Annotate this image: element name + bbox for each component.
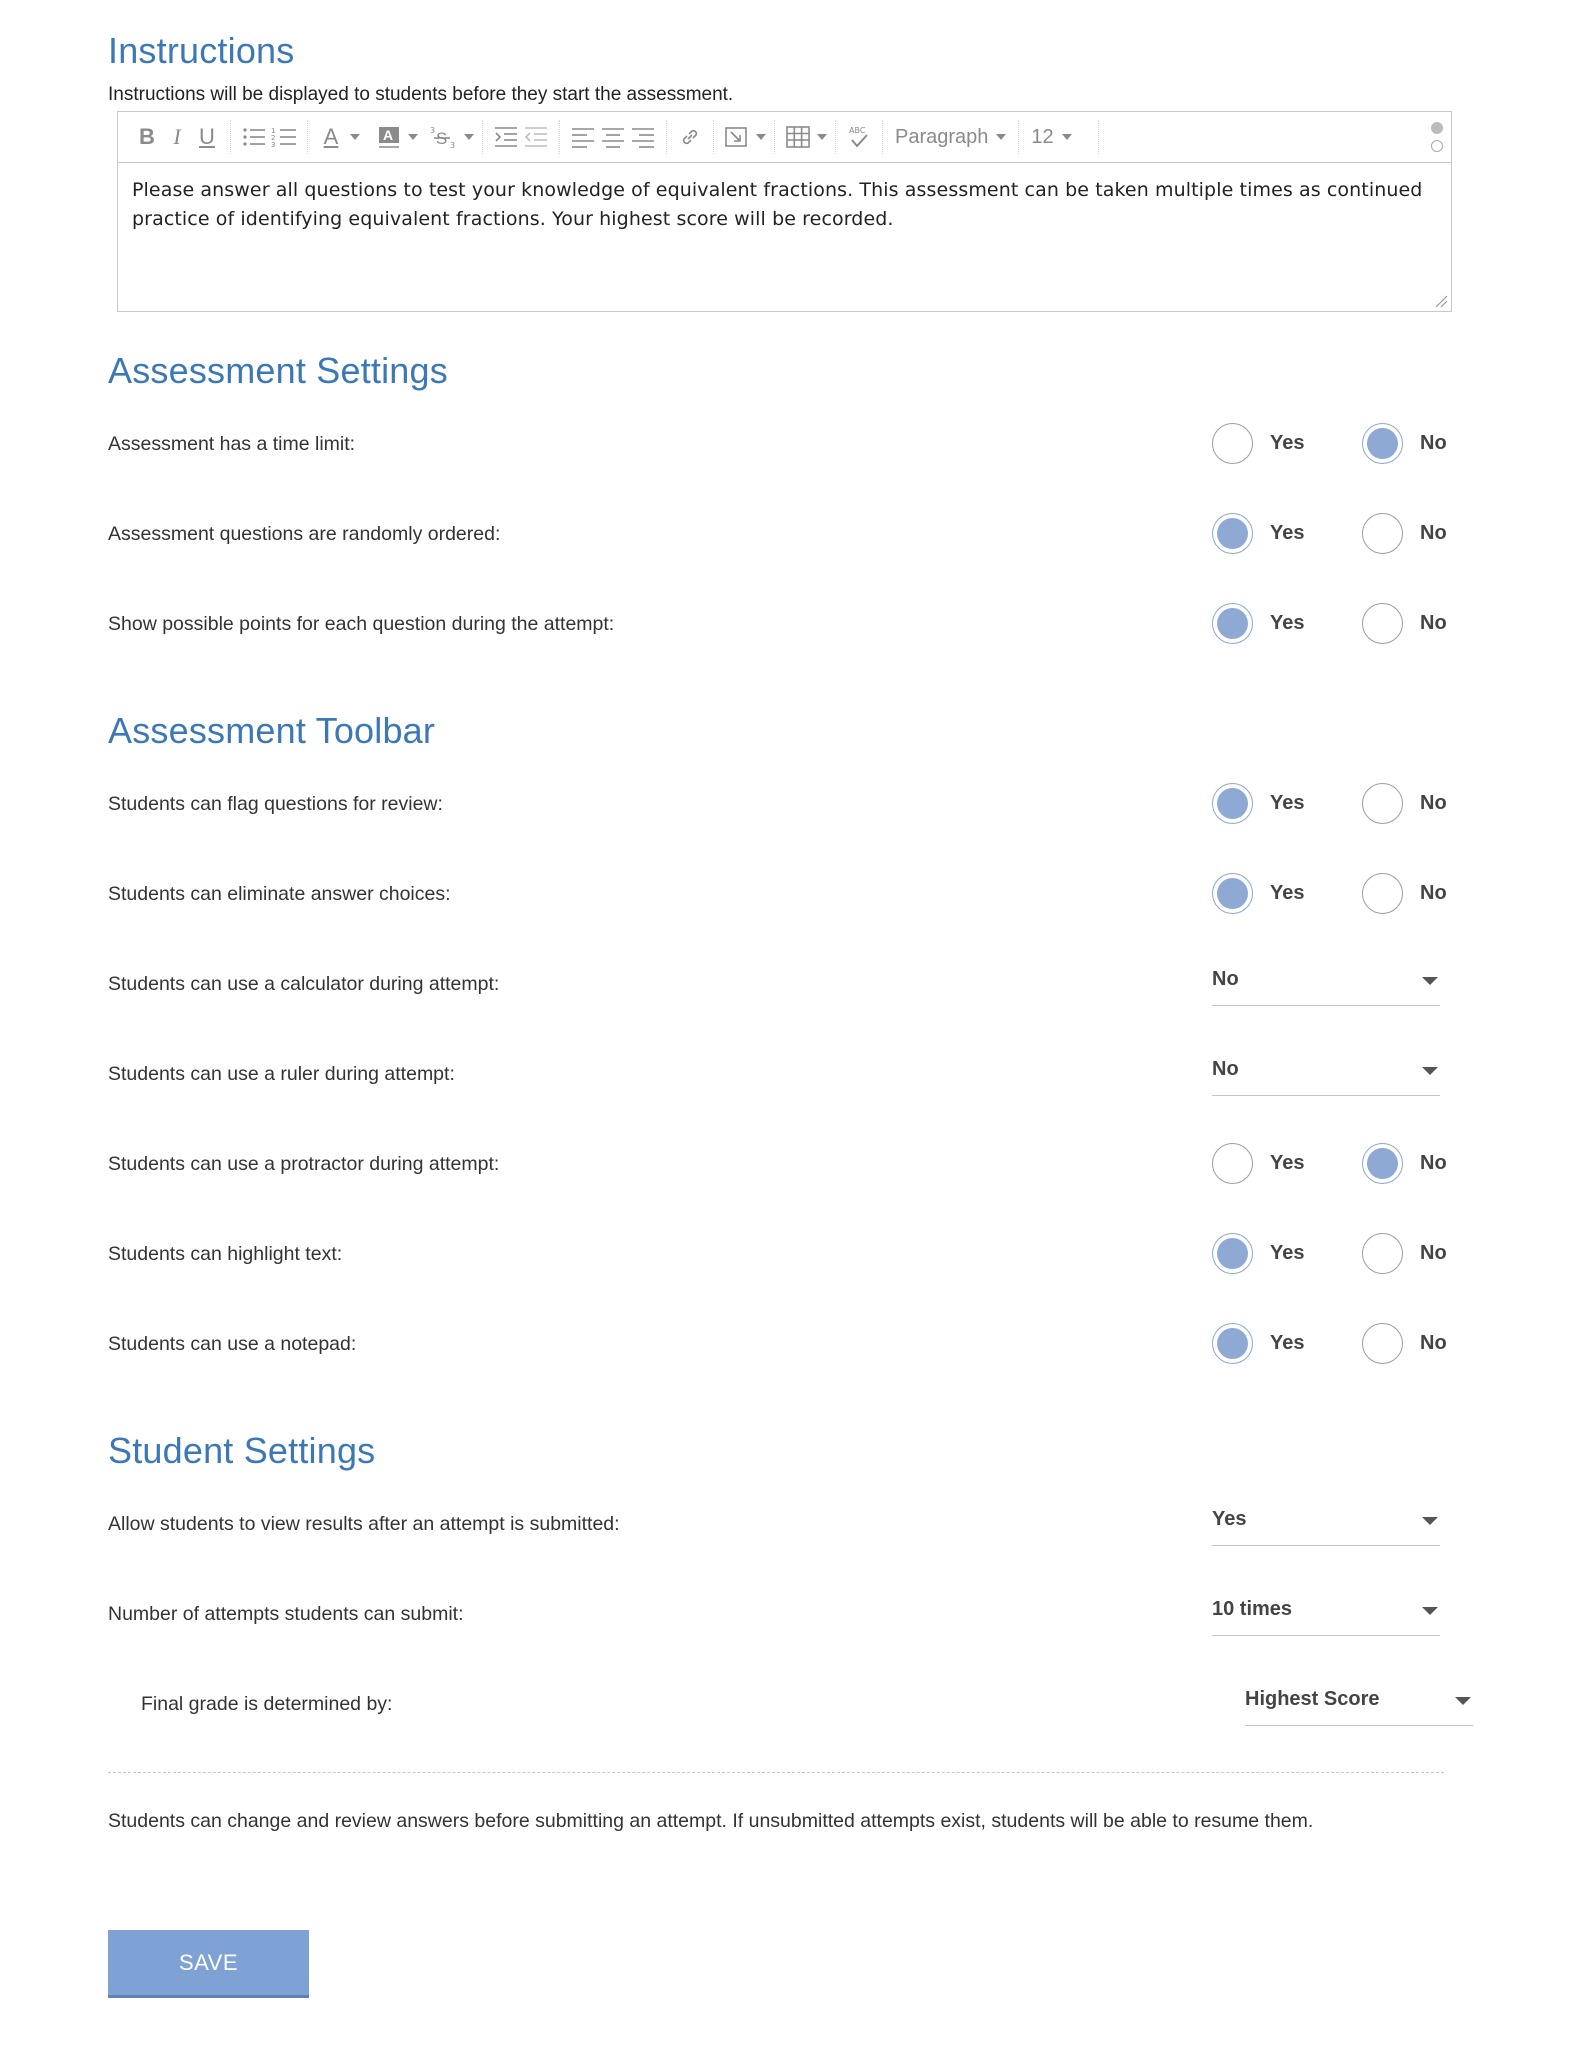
highlight-color-icon[interactable] bbox=[374, 122, 404, 152]
no-label: No bbox=[1420, 792, 1447, 814]
time-limit-label: Assessment has a time limit: bbox=[108, 433, 356, 455]
calculator-select[interactable] bbox=[1212, 968, 1440, 1006]
eliminate-choices-yes-radio[interactable] bbox=[1212, 873, 1253, 914]
eliminate-choices-no-radio[interactable] bbox=[1362, 873, 1403, 914]
font-size-select[interactable]: 12 bbox=[1027, 126, 1075, 149]
random-order-label: Assessment questions are randomly ordered: bbox=[108, 523, 501, 545]
highlight-color-dropdown-icon[interactable] bbox=[408, 134, 418, 140]
yes-label: Yes bbox=[1270, 882, 1305, 904]
more-options-icon[interactable] bbox=[1431, 122, 1443, 152]
highlight-text-no-radio[interactable] bbox=[1362, 1233, 1403, 1274]
paragraph-format-select[interactable]: Paragraph bbox=[891, 126, 1010, 149]
notepad-no-radio[interactable] bbox=[1362, 1323, 1403, 1364]
yes-label: Yes bbox=[1270, 792, 1305, 814]
strikethrough-icon[interactable] bbox=[430, 122, 460, 152]
numbered-list-icon[interactable] bbox=[269, 122, 299, 152]
eliminate-choices-radio-group bbox=[1212, 873, 1447, 914]
no-label: No bbox=[1420, 432, 1447, 454]
flag-questions-yes-radio[interactable] bbox=[1212, 783, 1253, 824]
view-results-label: Allow students to view results after an attempt is submitted: bbox=[108, 1513, 620, 1535]
flag-questions-label: Students can flag questions for review: bbox=[108, 793, 443, 815]
editor-toolbar bbox=[118, 112, 1451, 163]
insert-media-icon[interactable] bbox=[722, 122, 752, 152]
svg-text:S: S bbox=[436, 129, 448, 148]
no-label: No bbox=[1420, 1152, 1447, 1174]
outdent-icon[interactable] bbox=[521, 122, 551, 152]
protractor-no-radio[interactable] bbox=[1362, 1143, 1403, 1184]
random-order-yes-radio[interactable] bbox=[1212, 513, 1253, 554]
table-icon[interactable] bbox=[783, 122, 813, 152]
yes-label: Yes bbox=[1270, 522, 1305, 544]
spellcheck-icon[interactable] bbox=[844, 122, 874, 152]
chevron-down-icon bbox=[1455, 1697, 1471, 1705]
student-settings-title: Student Settings bbox=[108, 1430, 376, 1471]
assessment-toolbar-title: Assessment Toolbar bbox=[108, 710, 436, 751]
yes-label: Yes bbox=[1270, 432, 1305, 454]
final-grade-select[interactable] bbox=[1245, 1688, 1473, 1726]
notepad-yes-radio[interactable] bbox=[1212, 1323, 1253, 1364]
flag-questions-no-radio[interactable] bbox=[1362, 783, 1403, 824]
instructions-helper-text: Instructions will be displayed to students before they start the assessment. bbox=[108, 84, 734, 105]
view-results-select[interactable] bbox=[1212, 1508, 1440, 1546]
chevron-down-icon bbox=[1422, 1517, 1438, 1525]
align-right-icon[interactable] bbox=[628, 122, 658, 152]
underline-button[interactable]: U bbox=[199, 124, 215, 149]
final-grade-label: Final grade is determined by: bbox=[141, 1693, 393, 1715]
attempts-label: Number of attempts students can submit: bbox=[108, 1603, 464, 1625]
protractor-label: Students can use a protractor during attempt: bbox=[108, 1153, 500, 1175]
highlight-text-label: Students can highlight text: bbox=[108, 1243, 343, 1265]
chevron-down-icon bbox=[1422, 1067, 1438, 1075]
yes-label: Yes bbox=[1270, 1332, 1305, 1354]
svg-text:ABC: ABC bbox=[849, 126, 866, 135]
text-color-icon[interactable]: A bbox=[323, 124, 339, 149]
attempts-select-value: 10 times bbox=[1212, 1598, 1293, 1620]
chevron-down-icon bbox=[1422, 977, 1438, 985]
svg-text:3: 3 bbox=[271, 141, 276, 148]
rich-text-editor[interactable] bbox=[117, 111, 1452, 312]
text-color-dropdown-icon[interactable] bbox=[350, 134, 360, 140]
random-order-no-radio[interactable] bbox=[1362, 513, 1403, 554]
yes-label: Yes bbox=[1270, 1152, 1305, 1174]
yes-label: Yes bbox=[1270, 612, 1305, 634]
bullet-list-icon[interactable] bbox=[239, 122, 269, 152]
svg-text:1: 1 bbox=[271, 127, 276, 135]
strikethrough-dropdown-icon[interactable] bbox=[464, 134, 474, 140]
random-order-radio-group bbox=[1212, 513, 1447, 554]
review-answers-note: Students can change and review answers before submitting an attempt. If unsubmitted attempts exist, students will be able to resume them. bbox=[108, 1810, 1314, 1832]
protractor-radio-group bbox=[1212, 1143, 1447, 1184]
indent-icon[interactable] bbox=[491, 122, 521, 152]
show-points-no-radio[interactable] bbox=[1362, 603, 1403, 644]
notepad-radio-group bbox=[1212, 1323, 1447, 1364]
no-label: No bbox=[1420, 1242, 1447, 1264]
ruler-label: Students can use a ruler during attempt: bbox=[108, 1063, 455, 1085]
resize-handle-icon[interactable] bbox=[1432, 292, 1448, 308]
attempts-select[interactable] bbox=[1212, 1598, 1440, 1636]
align-center-icon[interactable] bbox=[598, 122, 628, 152]
no-label: No bbox=[1420, 882, 1447, 904]
editor-content[interactable]: Please answer all questions to test your knowledge of equivalent fractions. This assessment can be taken multiple times as continued practice of identifying equivalent fractions. Your highest score will be recorded. bbox=[132, 179, 1423, 230]
no-label: No bbox=[1420, 612, 1447, 634]
assessment-settings-title: Assessment Settings bbox=[108, 350, 448, 391]
highlight-text-radio-group bbox=[1212, 1233, 1447, 1274]
no-label: No bbox=[1420, 1332, 1447, 1354]
notepad-label: Students can use a notepad: bbox=[108, 1333, 357, 1355]
insert-media-dropdown-icon[interactable] bbox=[756, 134, 766, 140]
calculator-select-value: No bbox=[1212, 968, 1239, 990]
show-points-radio-group bbox=[1212, 603, 1447, 644]
link-icon[interactable] bbox=[675, 122, 705, 152]
svg-text:3: 3 bbox=[430, 126, 436, 135]
table-dropdown-icon[interactable] bbox=[817, 134, 827, 140]
flag-questions-radio-group bbox=[1212, 783, 1447, 824]
final-grade-select-value: Highest Score bbox=[1245, 1688, 1380, 1710]
svg-text:2: 2 bbox=[271, 134, 276, 142]
align-left-icon[interactable] bbox=[568, 122, 598, 152]
show-points-yes-radio[interactable] bbox=[1212, 603, 1253, 644]
ruler-select-value: No bbox=[1212, 1058, 1239, 1080]
ruler-select[interactable] bbox=[1212, 1058, 1440, 1096]
eliminate-choices-label: Students can eliminate answer choices: bbox=[108, 883, 451, 905]
svg-text:A: A bbox=[383, 127, 394, 143]
section-divider bbox=[108, 1772, 1444, 1773]
highlight-text-yes-radio[interactable] bbox=[1212, 1233, 1253, 1274]
yes-label: Yes bbox=[1270, 1242, 1305, 1264]
svg-text:3: 3 bbox=[450, 141, 456, 149]
calculator-label: Students can use a calculator during attempt: bbox=[108, 973, 500, 995]
show-points-label: Show possible points for each question during the attempt: bbox=[108, 613, 615, 635]
chevron-down-icon bbox=[1422, 1607, 1438, 1615]
protractor-yes-radio[interactable] bbox=[1212, 1143, 1253, 1184]
instructions-title: Instructions bbox=[108, 30, 295, 71]
time-limit-yes-radio[interactable] bbox=[1212, 423, 1253, 464]
time-limit-no-radio[interactable] bbox=[1362, 423, 1403, 464]
bold-button[interactable]: B bbox=[139, 124, 155, 149]
save-button[interactable]: SAVE bbox=[108, 1930, 309, 1998]
italic-button[interactable]: I bbox=[173, 124, 181, 149]
no-label: No bbox=[1420, 522, 1447, 544]
view-results-select-value: Yes bbox=[1212, 1508, 1247, 1530]
time-limit-radio-group bbox=[1212, 423, 1447, 464]
